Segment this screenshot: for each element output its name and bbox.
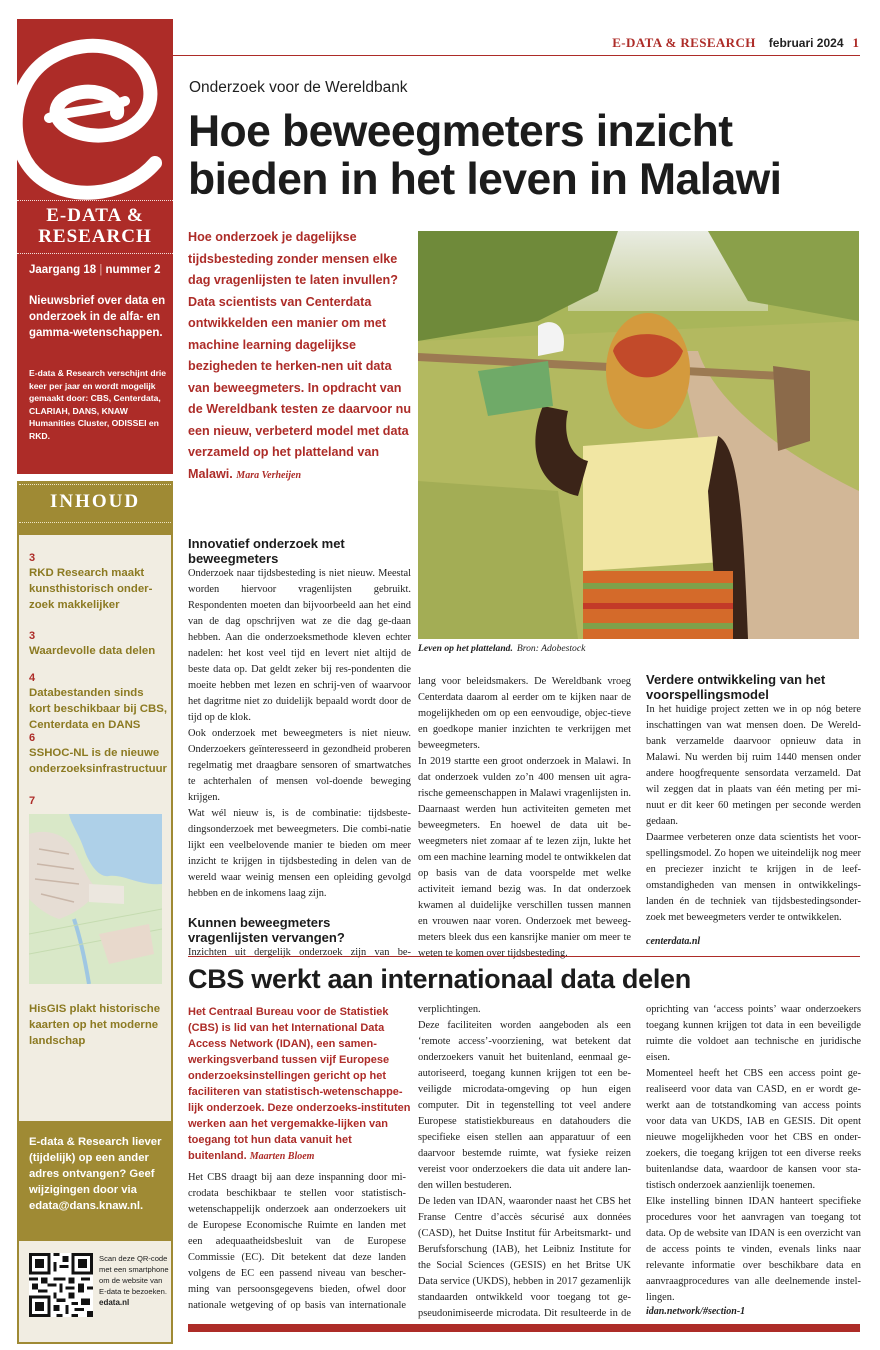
contents-item-page: 4 xyxy=(29,672,36,684)
qr-link[interactable]: edata.nl xyxy=(99,1298,130,1307)
article-headline: CBS werkt aan internationaal data delen xyxy=(188,964,691,994)
contents-panel xyxy=(17,481,173,1344)
article-lead xyxy=(188,227,413,486)
qr-text: Scan deze QR-code met een smartphone om de website van E-data te bezoeken. xyxy=(99,1254,169,1296)
article-kicker: Onderzoek voor de Wereldbank xyxy=(189,79,408,96)
issue-info xyxy=(29,264,161,276)
paragraph: Wat wél nieuw is, is de combinatie: tijdsbeste-dingsonderzoek met beweegmeters. Die combi-natie lijkt een veelbelovende manier te bieden om meer inzicht te krijgen in tijdsbesteding in delen van de wereld waar weinig mensen een opleiding gevolgd hebben en de inkomens laag zijn. xyxy=(188,808,411,899)
running-head xyxy=(612,35,859,51)
article-photo xyxy=(418,231,859,639)
tagline: Nieuwsbrief over data en onderzoek in de alfa- en gamma-wetenschappen. xyxy=(29,295,166,339)
article-column-3 xyxy=(646,672,861,947)
map-thumbnail[interactable] xyxy=(29,814,162,984)
contents-item-title: RKD Research maakt kunsthistorisch onder-zoek makkelijker xyxy=(29,567,153,611)
paragraph: verplichtingen. xyxy=(418,1004,481,1015)
paragraph: In 2019 startte een groot onderzoek in Malawi. In dat onderzoek vulden zo’n 400 mensen uit agra-rische gemeenschappen in Malawi vragenlijsten in. Daarnaast werden hun activiteiten gemeten met beweegmeters. En hoewel de data uit be-weegmeters niet zomaar af te lezen zijn, lukte het om een machine learning model te ontwikkelen dat op basis van de data voorspelde met welke activiteit iemand bezig was. In dat onderzoek kwamen al duidelijke verschillen tussen mannen en vrouwen naar voren. Onderzoek met beweeg-meters bleek dus een kansrijke manier om meer te weten te komen over tijdsbesteding. xyxy=(418,756,631,959)
article-headline: Hoe beweegmeters inzicht bieden in het leven in Malawi xyxy=(188,107,782,204)
photo-credit: Bron: Adobestock xyxy=(516,643,586,654)
contents-item[interactable] xyxy=(29,794,167,808)
divider xyxy=(19,522,171,523)
article-lead-text: Hoe onderzoek je dagelijkse tijdsbesteding zonder mensen elke dag vragenlijsten te laten invullen? Data scientists van Centerdata ontwikkelden een manier om met machine learning dagelijkse bezigheden te herken-nen uit data van beweegmeters. In opdracht van de Wereldbank testen ze daarvoor nu een nieuw, verbeterd model met data verzameld op het platteland van Malawi. xyxy=(188,230,412,481)
photo-woman-carrying-hoe xyxy=(418,231,859,639)
paragraph: Momenteel heeft het CBS een access point ge-realiseerd voor data van CASD, en er wordt ge-werkt aan de totstandkoming van access points voor data van UKDS, IAB en GESIS. Dit opent nieuwe mogelijkheden voor het CBS en onder-zoekers, die toegang krijgen tot een diverse reeks buitenlandse data, waardoor de kansen voor sta-tistisch onderzoek aanzienlijk toenemen. xyxy=(646,1068,861,1191)
photo-caption xyxy=(418,643,585,654)
paragraph: Het CBS draagt bij aan deze inspanning door mi-crodata beschikbaar te stellen voor statistisch-wetenschappelijk onderzoek aan onderzoekers uit de Europese Economische Ruimte en landen met een adequaatheidsbesluit van de Europese Commissie (EC). Dit betekent dat deze landen volgens de EC een passend niveau van bescher-ming van persoonsgegevens bieden, ofwel door nationale wetgeving of op basis van internationale xyxy=(188,1172,406,1311)
article-lead-text: Het Centraal Bureau voor de Statistiek (CBS) is lid van het International Data Access Network (IDAN), een samen-werkingsverband tussen vijf Europese onderzoeksinstellingen gericht op het faciliteren van statistisch-wetenschappe-lijk onderzoek. Deze onderzoeks-instituten werken aan het vergemakke-lijken van toegang tot hun data vanuit het buitenland. xyxy=(188,1006,411,1162)
paragraph: Inzichten uit dergelijk onderzoek zijn van be- xyxy=(188,947,411,958)
masthead xyxy=(17,19,173,474)
section-heading: Innovatief onderzoek met beweegmeters xyxy=(188,536,345,566)
page-number: 1 xyxy=(852,35,859,50)
article-author: Maarten Bloem xyxy=(249,1151,315,1162)
running-head-date: februari 2024 xyxy=(768,36,844,50)
paragraph: Elke instelling binnen IDAN hanteert specifieke procedures voor het aanvragen van toegang tot data. Op de website van IDAN is een overzicht van de access points te vinden, evenals links naar relevante informatie over beschikbare data en aanvraagprocedures van alle deelnemende instel-lingen. xyxy=(646,1196,861,1303)
address-notice-text: E-data & Research liever (tijdelijk) op een ander adres ontvangen? Geef wijzigingen door via edata@dans.knaw.nl. xyxy=(29,1136,162,1212)
contents-item-page: 3 xyxy=(29,552,36,564)
separator: | xyxy=(99,264,103,276)
contents-item-page: 6 xyxy=(29,732,36,744)
contents-item-page: 3 xyxy=(29,630,36,642)
header-rule xyxy=(173,55,860,56)
article-author: Mara Verheijen xyxy=(236,469,302,481)
divider xyxy=(19,484,171,485)
publication-info: E-data & Research verschijnt drie keer per jaar en wordt mogelijk gemaakt door: CBS, Centerdata, CLARIAH, DANS, KNAW Humanities Cluster, ODISSEI en RKD. xyxy=(29,368,167,441)
e-data-logo-icon xyxy=(5,23,165,203)
article-column-2 xyxy=(418,1002,631,1322)
divider xyxy=(17,253,173,254)
contents-item[interactable] xyxy=(29,629,167,659)
contents-item-title: SSHOC-NL is de nieuwe onderzoeksinfrastructuur xyxy=(29,747,167,775)
contents-title: INHOUD xyxy=(49,491,141,512)
paragraph: Deze faciliteiten worden aangeboden als een ‘remote access’-voorziening, wat betekent dat onderzoekers vanuit het buitenland, eenmaal ge-autoriseerd, toegang kunnen krijgen tot een be-veiligde microdata-omgeving op hun eigen computer. Dit in tegenstelling tot veel andere Europese statistiekbureaus en datahouders die specifieke eisen stellen aan apparatuur of een daarvoor bestemde ruimte, wat fysieke reizen vereist voor onderzoekers die data uit andere lan-den willen bestuderen. xyxy=(418,1020,631,1191)
contents-item-hisgis[interactable] xyxy=(29,1001,167,1049)
paragraph: Daarmee verbeteren onze data scientists het voor-spellingsmodel. Zo hopen we uiteindelijk nog meer en preciezer inzicht te krijgen in de leef-omstandigheden van mensen in ontwikkelings-landen én de techniek van tijdsbestedingsonder-zoek met beweegmeters verder te ontwikkelen. xyxy=(646,832,861,923)
article-column-2 xyxy=(418,674,631,962)
masthead-title xyxy=(17,205,173,247)
contents-item[interactable] xyxy=(29,551,167,613)
paragraph: Ook onderzoek met beweegmeters is niet nieuw. Onderzoekers geïnteresseerd in gezondheid proberen regelmatig met draagbare sensoren of smartwatches te achterhalen of mensen vol-doende beweging krijgen. xyxy=(188,728,411,803)
issue-year: Jaargang 18 xyxy=(29,264,97,276)
contents-item-page: 7 xyxy=(29,795,36,807)
contents-header xyxy=(19,481,171,535)
contents-item-title: Waardevolle data delen xyxy=(29,645,156,657)
issue-number: nummer 2 xyxy=(105,264,161,276)
divider xyxy=(17,200,173,201)
paragraph: In het huidige project zetten we in op nóg betere inschattingen van wat mensen doen. De Wereld-bank verzamelde daarvoor opnieuw data in Malawi. Nu werden bij ruim 1440 mensen onder andere hoogfrequente sensordata verzameld. Dat wil zeggen dat in plaats van één meting per mi-nuut er dit keer 60 metingen per seconde werden gedaan. xyxy=(646,704,861,827)
map-image xyxy=(29,814,162,984)
article-column-1 xyxy=(188,1170,406,1314)
contents-item[interactable] xyxy=(29,671,167,733)
paragraph: Onderzoek naar tijdsbesteding is niet nieuw. Meestal worden hiervoor vragenlijsten gebruikt. Respondenten moeten dan bijvoorbeeld aan het eind van de dag opschrijven wat ze die dag ge-daan hebben. Aan die onderzoeksmethode kleven echter nadelen: het kost veel tijd en levert niet altijd de beste data op. Dat geldt zeker bij res-pondenten die moeite hebben met lezen en schrij-ven of waarvoor het dagritme niet zo duidelijk bepaald wordt door de tijd op de klok. xyxy=(188,568,411,723)
article-column-1 xyxy=(188,536,411,961)
article-link[interactable]: idan.network/#section-1 xyxy=(646,1306,746,1317)
article-lead xyxy=(188,1004,413,1165)
article-column-3 xyxy=(646,1002,861,1317)
running-head-brand: E-DATA & RESEARCH xyxy=(612,35,756,50)
footer-bar xyxy=(188,1324,860,1332)
article-link[interactable]: centerdata.nl xyxy=(646,936,701,947)
masthead-title-line1: E-DATA & xyxy=(46,205,144,226)
section-heading: Verdere ontwikkeling van het voorspellingsmodel xyxy=(646,672,826,702)
qr-instructions xyxy=(99,1253,171,1308)
paragraph: lang voor beleidsmakers. De Wereldbank vroeg Centerdata daarom al eerder om te kijken naar de mogelijkheden om op een eenvoudige, objec-tieve en goedkope manier inzichten te verkrijgen met beweegmeters. xyxy=(418,676,631,751)
contents-item[interactable] xyxy=(29,731,167,777)
section-heading: Kunnen beweegmeters vragenlijsten vervangen? xyxy=(188,915,345,945)
contents-item-title: Databestanden sinds kort beschikbaar bij CBS, Centerdata en DANS xyxy=(29,687,167,731)
paragraph: oprichting van ‘access points’ waar onderzoekers toegang kunnen krijgen tot data in een beveiligde ruimte die voldoet aan technische en juridische eisen. xyxy=(646,1004,861,1063)
section-rule xyxy=(188,956,860,957)
contents-item-title: HisGIS plakt historische kaarten op het moderne landschap xyxy=(29,1003,161,1047)
paragraph: De leden van IDAN, waaronder naast het CBS het Franse Centre d’accès sécurisé aux données (CASD), het Duitse Institut für Arbeitsmarkt- und Berufsforschung (IAB), het Leibniz Institute for the Social Sciences (GESIS) en het Britse UK Data service (UKDS), hebben in 2017 gezamenlijk standaarden ontwikkeld voor toegang tot ge-pseudonimiseerde microdata. Dit resulteerde in de xyxy=(418,1196,631,1319)
photo-caption-text: Leven op het platteland. xyxy=(418,643,513,654)
masthead-title-line2: RESEARCH xyxy=(38,226,152,247)
qr-code-icon[interactable] xyxy=(29,1253,93,1317)
address-notice xyxy=(19,1121,171,1241)
